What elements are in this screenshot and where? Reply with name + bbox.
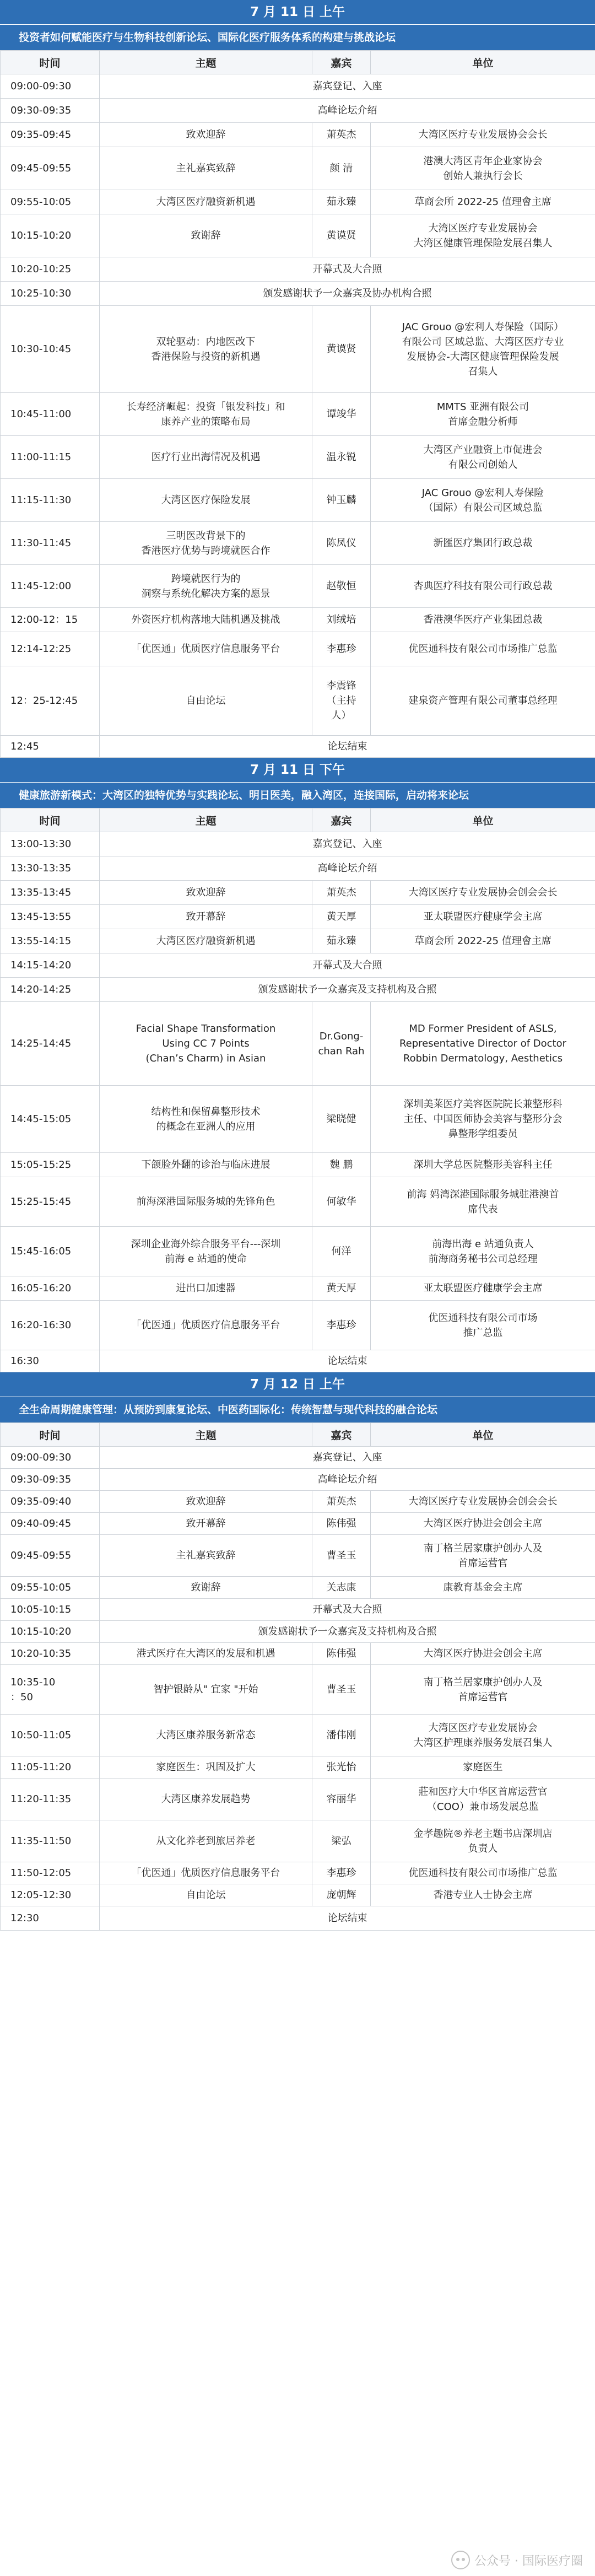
topic-cell: 大湾区医疗保险发展: [100, 479, 312, 522]
time-cell: 16:30: [1, 1350, 100, 1372]
time-cell: 15:05-15:25: [1, 1153, 100, 1177]
column-header-guest: 嘉宾: [312, 809, 371, 832]
time-cell: 11:05-11:20: [1, 1756, 100, 1779]
guest-cell: 黄天厚: [312, 1276, 371, 1301]
guest-cell: 茹永臻: [312, 190, 371, 214]
topic-cell: Facial Shape Transformation Using CC 7 Points (Chan’s Charm) in Asian: [100, 1002, 312, 1086]
guest-cell: 钟玉麟: [312, 479, 371, 522]
guest-cell: Dr.Gong- chan Rah: [312, 1002, 371, 1086]
agenda-row: [1, 1301, 595, 1350]
agenda-row: [1, 832, 595, 856]
unit-cell: 优医通科技有限公司市场推广总监: [371, 1862, 595, 1884]
agenda-row: [1, 123, 595, 147]
agenda-row: [1, 1469, 595, 1491]
time-cell: 09:30-09:35: [1, 99, 100, 123]
day-title: 7 月 12 日 上午: [0, 1372, 595, 1397]
topic-cell: 主礼嘉宾致辞: [100, 1535, 312, 1577]
unit-cell: 草商会所 2022-25 值理會主席: [371, 929, 595, 953]
time-cell: 10:20-10:35: [1, 1643, 100, 1665]
unit-cell: 深圳大学总医院整形美容科主任: [371, 1153, 595, 1177]
unit-cell: 香港专业人士协会主席: [371, 1884, 595, 1906]
agenda-row: [1, 1643, 595, 1665]
agenda-row: [1, 479, 595, 522]
topic-cell: 智护银龄从" 宜家 "开始: [100, 1665, 312, 1715]
time-cell: 10:30-10:45: [1, 306, 100, 393]
guest-cell: 刘绒培: [312, 608, 371, 632]
agenda-row: [1, 736, 595, 758]
unit-cell: 亚太联盟医疗健康学会主席: [371, 1276, 595, 1301]
column-header-topic: 主题: [100, 1423, 312, 1447]
table-header-row: [1, 809, 595, 832]
time-cell: 09:00-09:30: [1, 74, 100, 99]
column-header-unit: 单位: [371, 51, 595, 74]
agenda-row: [1, 1577, 595, 1599]
guest-cell: 李惠珍: [312, 1862, 371, 1884]
topic-cell: 致开幕辞: [100, 1513, 312, 1535]
time-cell: 11:50-12:05: [1, 1862, 100, 1884]
topic-cell: 致欢迎辞: [100, 1491, 312, 1513]
guest-cell: 容丽华: [312, 1779, 371, 1820]
event-cell: 颁发感谢状予一众嘉宾及支持机构及合照: [100, 978, 595, 1002]
agenda-row: [1, 214, 595, 257]
event-cell: 高峰论坛介绍: [100, 1469, 595, 1491]
topic-cell: 外资医疗机构落地大陆机遇及挑战: [100, 608, 312, 632]
time-cell: 12:00-12：15: [1, 608, 100, 632]
event-cell: 论坛结束: [100, 736, 595, 758]
time-cell: 11:30-11:45: [1, 522, 100, 565]
topic-cell: 大湾区康养服务新常态: [100, 1715, 312, 1756]
guest-cell: 李惠珍: [312, 1301, 371, 1350]
agenda-row: [1, 978, 595, 1002]
unit-cell: 建泉资产管理有限公司董事总经理: [371, 666, 595, 736]
table-header-row: [1, 51, 595, 74]
time-cell: 11:15-11:30: [1, 479, 100, 522]
agenda-row: [1, 147, 595, 190]
column-header-time: 时间: [1, 51, 100, 74]
guest-cell: 黄谟贤: [312, 214, 371, 257]
event-cell: 高峰论坛介绍: [100, 856, 595, 881]
topic-cell: 医疗行业出海情况及机遇: [100, 436, 312, 479]
agenda-row: [1, 1779, 595, 1820]
unit-cell: 南丁格兰居家康护创办人及 首席运营官: [371, 1665, 595, 1715]
guest-cell: 萧英杰: [312, 881, 371, 905]
time-cell: 09:45-09:55: [1, 1535, 100, 1577]
topic-cell: 从文化养老到旅居养老: [100, 1820, 312, 1862]
topic-cell: 港式医疗在大湾区的发展和机遇: [100, 1643, 312, 1665]
time-cell: 12:45: [1, 736, 100, 758]
topic-cell: 自由论坛: [100, 666, 312, 736]
agenda-row: [1, 393, 595, 436]
guest-cell: 萧英杰: [312, 123, 371, 147]
unit-cell: 港澳大湾区青年企业家协会 创始人兼执行会长: [371, 147, 595, 190]
topic-cell: 跨境就医行为的 洞察与系统化解决方案的愿景: [100, 565, 312, 608]
day-block: [0, 758, 595, 1372]
watermark-text: 公众号 · 国际医疗圈: [474, 2554, 583, 2568]
day-block: [0, 1372, 595, 1931]
time-cell: 15:45-16:05: [1, 1227, 100, 1276]
agenda-row: [1, 929, 595, 953]
time-cell: 10:05-10:15: [1, 1599, 100, 1621]
time-cell: 14:20-14:25: [1, 978, 100, 1002]
column-header-topic: 主题: [100, 51, 312, 74]
agenda-row: [1, 1862, 595, 1884]
unit-cell: 优医通科技有限公司市场 推广总监: [371, 1301, 595, 1350]
topic-cell: 致谢辞: [100, 1577, 312, 1599]
table-header-row: [1, 1423, 595, 1447]
wechat-icon: [451, 2551, 470, 2569]
agenda-row: [1, 1621, 595, 1643]
agenda-row: [1, 1599, 595, 1621]
unit-cell: 家庭医生: [371, 1756, 595, 1779]
unit-cell: 大湾区医疗专业发展协会 大湾区护理康养服务发展召集人: [371, 1715, 595, 1756]
time-cell: 13:00-13:30: [1, 832, 100, 856]
guest-cell: 茹永臻: [312, 929, 371, 953]
time-cell: 09:55-10:05: [1, 1577, 100, 1599]
watermark: [451, 2551, 583, 2569]
agenda-row: [1, 1513, 595, 1535]
unit-cell: 大湾区产业融资上市促进会 有限公司创始人: [371, 436, 595, 479]
guest-cell: 曹圣玉: [312, 1665, 371, 1715]
time-cell: 11:20-11:35: [1, 1779, 100, 1820]
unit-cell: 莊和医疗大中华区首席运营官 （COO）兼市场发展总监: [371, 1779, 595, 1820]
guest-cell: 黄天厚: [312, 905, 371, 929]
guest-cell: 李惠珍: [312, 632, 371, 666]
guest-cell: 陈凤仪: [312, 522, 371, 565]
agenda-row: [1, 1906, 595, 1931]
agenda-row: [1, 1756, 595, 1779]
agenda-row: [1, 1535, 595, 1577]
unit-cell: MMTS 亚洲有限公司 首席金融分析师: [371, 393, 595, 436]
event-cell: 嘉宾登记、入座: [100, 832, 595, 856]
event-cell: 颁发感谢状予一众嘉宾及协办机构合照: [100, 282, 595, 306]
time-cell: 11:35-11:50: [1, 1820, 100, 1862]
unit-cell: 前海出海 e 站通负责人 前海商务秘书公司总经理: [371, 1227, 595, 1276]
topic-cell: 「优医通」优质医疗信息服务平台: [100, 1862, 312, 1884]
unit-cell: 草商会所 2022-25 值理會主席: [371, 190, 595, 214]
topic-cell: 长寿经济崛起：投资「银发科技」和 康养产业的策略布局: [100, 393, 312, 436]
unit-cell: 优医通科技有限公司市场推广总监: [371, 632, 595, 666]
agenda-row: [1, 282, 595, 306]
column-header-topic: 主题: [100, 809, 312, 832]
column-header-guest: 嘉宾: [312, 1423, 371, 1447]
event-cell: 开幕式及大合照: [100, 257, 595, 282]
time-cell: 14:45-15:05: [1, 1086, 100, 1153]
event-cell: 开幕式及大合照: [100, 953, 595, 978]
guest-cell: 萧英杰: [312, 1491, 371, 1513]
agenda-row: [1, 881, 595, 905]
topic-cell: 双轮驱动：内地医改下 香港保险与投资的新机遇: [100, 306, 312, 393]
agenda-row: [1, 1665, 595, 1715]
event-cell: 嘉宾登记、入座: [100, 74, 595, 99]
guest-cell: 梁晓健: [312, 1086, 371, 1153]
unit-cell: 大湾区医疗专业发展协会创会会长: [371, 1491, 595, 1513]
unit-cell: 金孝趣院®养老主题书店深圳店 负责人: [371, 1820, 595, 1862]
time-cell: 12：25-12:45: [1, 666, 100, 736]
guest-cell: 陈伟强: [312, 1513, 371, 1535]
topic-cell: 进出口加速器: [100, 1276, 312, 1301]
guest-cell: 魏 鹏: [312, 1153, 371, 1177]
unit-cell: 亚太联盟医疗健康学会主席: [371, 905, 595, 929]
agenda-row: [1, 565, 595, 608]
time-cell: 10:15-10:20: [1, 1621, 100, 1643]
time-cell: 13:45-13:55: [1, 905, 100, 929]
topic-cell: 三明医改背景下的 香港医疗优势与跨境就医合作: [100, 522, 312, 565]
time-cell: 09:55-10:05: [1, 190, 100, 214]
unit-cell: 前海 妈湾深港国际服务城驻港澳首 席代表: [371, 1177, 595, 1227]
event-cell: 论坛结束: [100, 1906, 595, 1931]
topic-cell: 前海深港国际服务城的先锋角色: [100, 1177, 312, 1227]
day-title: 7 月 11 日 下午: [0, 758, 595, 783]
time-cell: 10:20-10:25: [1, 257, 100, 282]
topic-cell: 致谢辞: [100, 214, 312, 257]
unit-cell: 大湾区医疗专业发展协会创会会长: [371, 881, 595, 905]
agenda-row: [1, 1350, 595, 1372]
agenda-row: [1, 190, 595, 214]
event-cell: 开幕式及大合照: [100, 1599, 595, 1621]
forum-title: 投资者如何赋能医疗与生物科技创新论坛、国际化医疗服务体系的构建与挑战论坛: [0, 25, 595, 50]
guest-cell: 关志康: [312, 1577, 371, 1599]
topic-cell: 主礼嘉宾致辞: [100, 147, 312, 190]
agenda-row: [1, 1086, 595, 1153]
unit-cell: JAC Grouo @宏利人寿保险（国际） 有限公司 区域总监、大湾区医疗专业 发展协会-大湾区健康管理保险发展 召集人: [371, 306, 595, 393]
agenda-row: [1, 1491, 595, 1513]
agenda-row: [1, 1820, 595, 1862]
forum-title: 全生命周期健康管理：从预防到康复论坛、中医药国际化：传统智慧与现代科技的融合论坛: [0, 1397, 595, 1422]
agenda-row: [1, 306, 595, 393]
time-cell: 10:15-10:20: [1, 214, 100, 257]
time-cell: 09:40-09:45: [1, 1513, 100, 1535]
time-cell: 12:30: [1, 1906, 100, 1931]
topic-cell: 自由论坛: [100, 1884, 312, 1906]
guest-cell: 李震锋 （主持 人）: [312, 666, 371, 736]
topic-cell: 致开幕辞: [100, 905, 312, 929]
unit-cell: 南丁格兰居家康护创办人及 首席运营官: [371, 1535, 595, 1577]
event-cell: 高峰论坛介绍: [100, 99, 595, 123]
agenda-row: [1, 99, 595, 123]
time-cell: 16:20-16:30: [1, 1301, 100, 1350]
agenda-row: [1, 666, 595, 736]
unit-cell: 大湾区医疗协进会创会主席: [371, 1643, 595, 1665]
topic-cell: 致欢迎辞: [100, 881, 312, 905]
agenda-row: [1, 436, 595, 479]
unit-cell: 大湾区医疗专业发展协会 大湾区健康管理保险发展召集人: [371, 214, 595, 257]
event-cell: 嘉宾登记、入座: [100, 1447, 595, 1469]
unit-cell: JAC Grouo @宏利人寿保险 （国际）有限公司区域总监: [371, 479, 595, 522]
agenda-row: [1, 257, 595, 282]
column-header-time: 时间: [1, 1423, 100, 1447]
agenda-row: [1, 608, 595, 632]
topic-cell: 下颌脸外翻的诊治与临床进展: [100, 1153, 312, 1177]
guest-cell: 黄谟贤: [312, 306, 371, 393]
column-header-time: 时间: [1, 809, 100, 832]
topic-cell: 大湾区康养发展趋势: [100, 1779, 312, 1820]
topic-cell: 致欢迎辞: [100, 123, 312, 147]
column-header-unit: 单位: [371, 809, 595, 832]
unit-cell: 深圳美莱医疗美容医院院长兼整形科 主任、中国医师协会美容与整形分会 鼻整形学组委员: [371, 1086, 595, 1153]
guest-cell: 赵敬恒: [312, 565, 371, 608]
time-cell: 12:14-12:25: [1, 632, 100, 666]
event-cell: 论坛结束: [100, 1350, 595, 1372]
topic-cell: 大湾区医疗融资新机遇: [100, 929, 312, 953]
unit-cell: 杏典医疗科技有限公司行政总裁: [371, 565, 595, 608]
time-cell: 09:35-09:45: [1, 123, 100, 147]
day-block: [0, 0, 595, 758]
time-cell: 09:35-09:40: [1, 1491, 100, 1513]
time-cell: 09:00-09:30: [1, 1447, 100, 1469]
agenda-row: [1, 856, 595, 881]
time-cell: 09:30-09:35: [1, 1469, 100, 1491]
event-cell: 颁发感谢状予一众嘉宾及支持机构及合照: [100, 1621, 595, 1643]
unit-cell: 香港澳华医疗产业集团总裁: [371, 608, 595, 632]
time-cell: 10:25-10:30: [1, 282, 100, 306]
agenda-row: [1, 1177, 595, 1227]
time-cell: 12:05-12:30: [1, 1884, 100, 1906]
time-cell: 10:35-10 ：50: [1, 1665, 100, 1715]
guest-cell: 陈伟强: [312, 1643, 371, 1665]
agenda-row: [1, 522, 595, 565]
time-cell: 11:00-11:15: [1, 436, 100, 479]
guest-cell: 谭竣华: [312, 393, 371, 436]
agenda-row: [1, 1227, 595, 1276]
time-cell: 09:45-09:55: [1, 147, 100, 190]
unit-cell: 大湾区医疗专业发展协会会长: [371, 123, 595, 147]
time-cell: 10:45-11:00: [1, 393, 100, 436]
time-cell: 13:55-14:15: [1, 929, 100, 953]
time-cell: 13:30-13:35: [1, 856, 100, 881]
column-header-unit: 单位: [371, 1423, 595, 1447]
time-cell: 14:25-14:45: [1, 1002, 100, 1086]
agenda-row: [1, 1715, 595, 1756]
topic-cell: 「优医通」优质医疗信息服务平台: [100, 632, 312, 666]
time-cell: 14:15-14:20: [1, 953, 100, 978]
unit-cell: MD Former President of ASLS, Representative Director of Doctor Robbin Dermatology, Aesthetics: [371, 1002, 595, 1086]
time-cell: 11:45-12:00: [1, 565, 100, 608]
unit-cell: 大湾区医疗协进会创会主席: [371, 1513, 595, 1535]
agenda-row: [1, 1884, 595, 1906]
agenda-row: [1, 1447, 595, 1469]
unit-cell: 新匯医疗集团行政总裁: [371, 522, 595, 565]
agenda-table: [0, 50, 595, 758]
agenda-row: [1, 905, 595, 929]
agenda-row: [1, 1002, 595, 1086]
time-cell: 16:05-16:20: [1, 1276, 100, 1301]
guest-cell: 梁弘: [312, 1820, 371, 1862]
guest-cell: 温永锐: [312, 436, 371, 479]
agenda-row: [1, 953, 595, 978]
day-title: 7 月 11 日 上午: [0, 0, 595, 25]
guest-cell: 潘伟刚: [312, 1715, 371, 1756]
agenda-row: [1, 1153, 595, 1177]
topic-cell: 大湾区医疗融资新机遇: [100, 190, 312, 214]
topic-cell: 「优医通」优质医疗信息服务平台: [100, 1301, 312, 1350]
guest-cell: 何洋: [312, 1227, 371, 1276]
agenda-row: [1, 74, 595, 99]
column-header-guest: 嘉宾: [312, 51, 371, 74]
agenda-table: [0, 1422, 595, 1931]
time-cell: 15:25-15:45: [1, 1177, 100, 1227]
guest-cell: 何敏华: [312, 1177, 371, 1227]
topic-cell: 家庭医生：巩固及扩大: [100, 1756, 312, 1779]
forum-title: 健康旅游新模式：大湾区的独特优势与实践论坛、明日医美，融入湾区，连接国际，启动将来论坛: [0, 783, 595, 808]
topic-cell: 结构性和保留鼻整形技术 的概念在亚洲人的应用: [100, 1086, 312, 1153]
topic-cell: 深圳企业海外综合服务平台---深圳 前海 e 站通的使命: [100, 1227, 312, 1276]
unit-cell: 康教育基金会主席: [371, 1577, 595, 1599]
agenda-table: [0, 808, 595, 1372]
agenda-row: [1, 632, 595, 666]
agenda-row: [1, 1276, 595, 1301]
guest-cell: 曹圣玉: [312, 1535, 371, 1577]
time-cell: 10:50-11:05: [1, 1715, 100, 1756]
guest-cell: 庞朝辉: [312, 1884, 371, 1906]
guest-cell: 颜 清: [312, 147, 371, 190]
guest-cell: 张光怡: [312, 1756, 371, 1779]
time-cell: 13:35-13:45: [1, 881, 100, 905]
